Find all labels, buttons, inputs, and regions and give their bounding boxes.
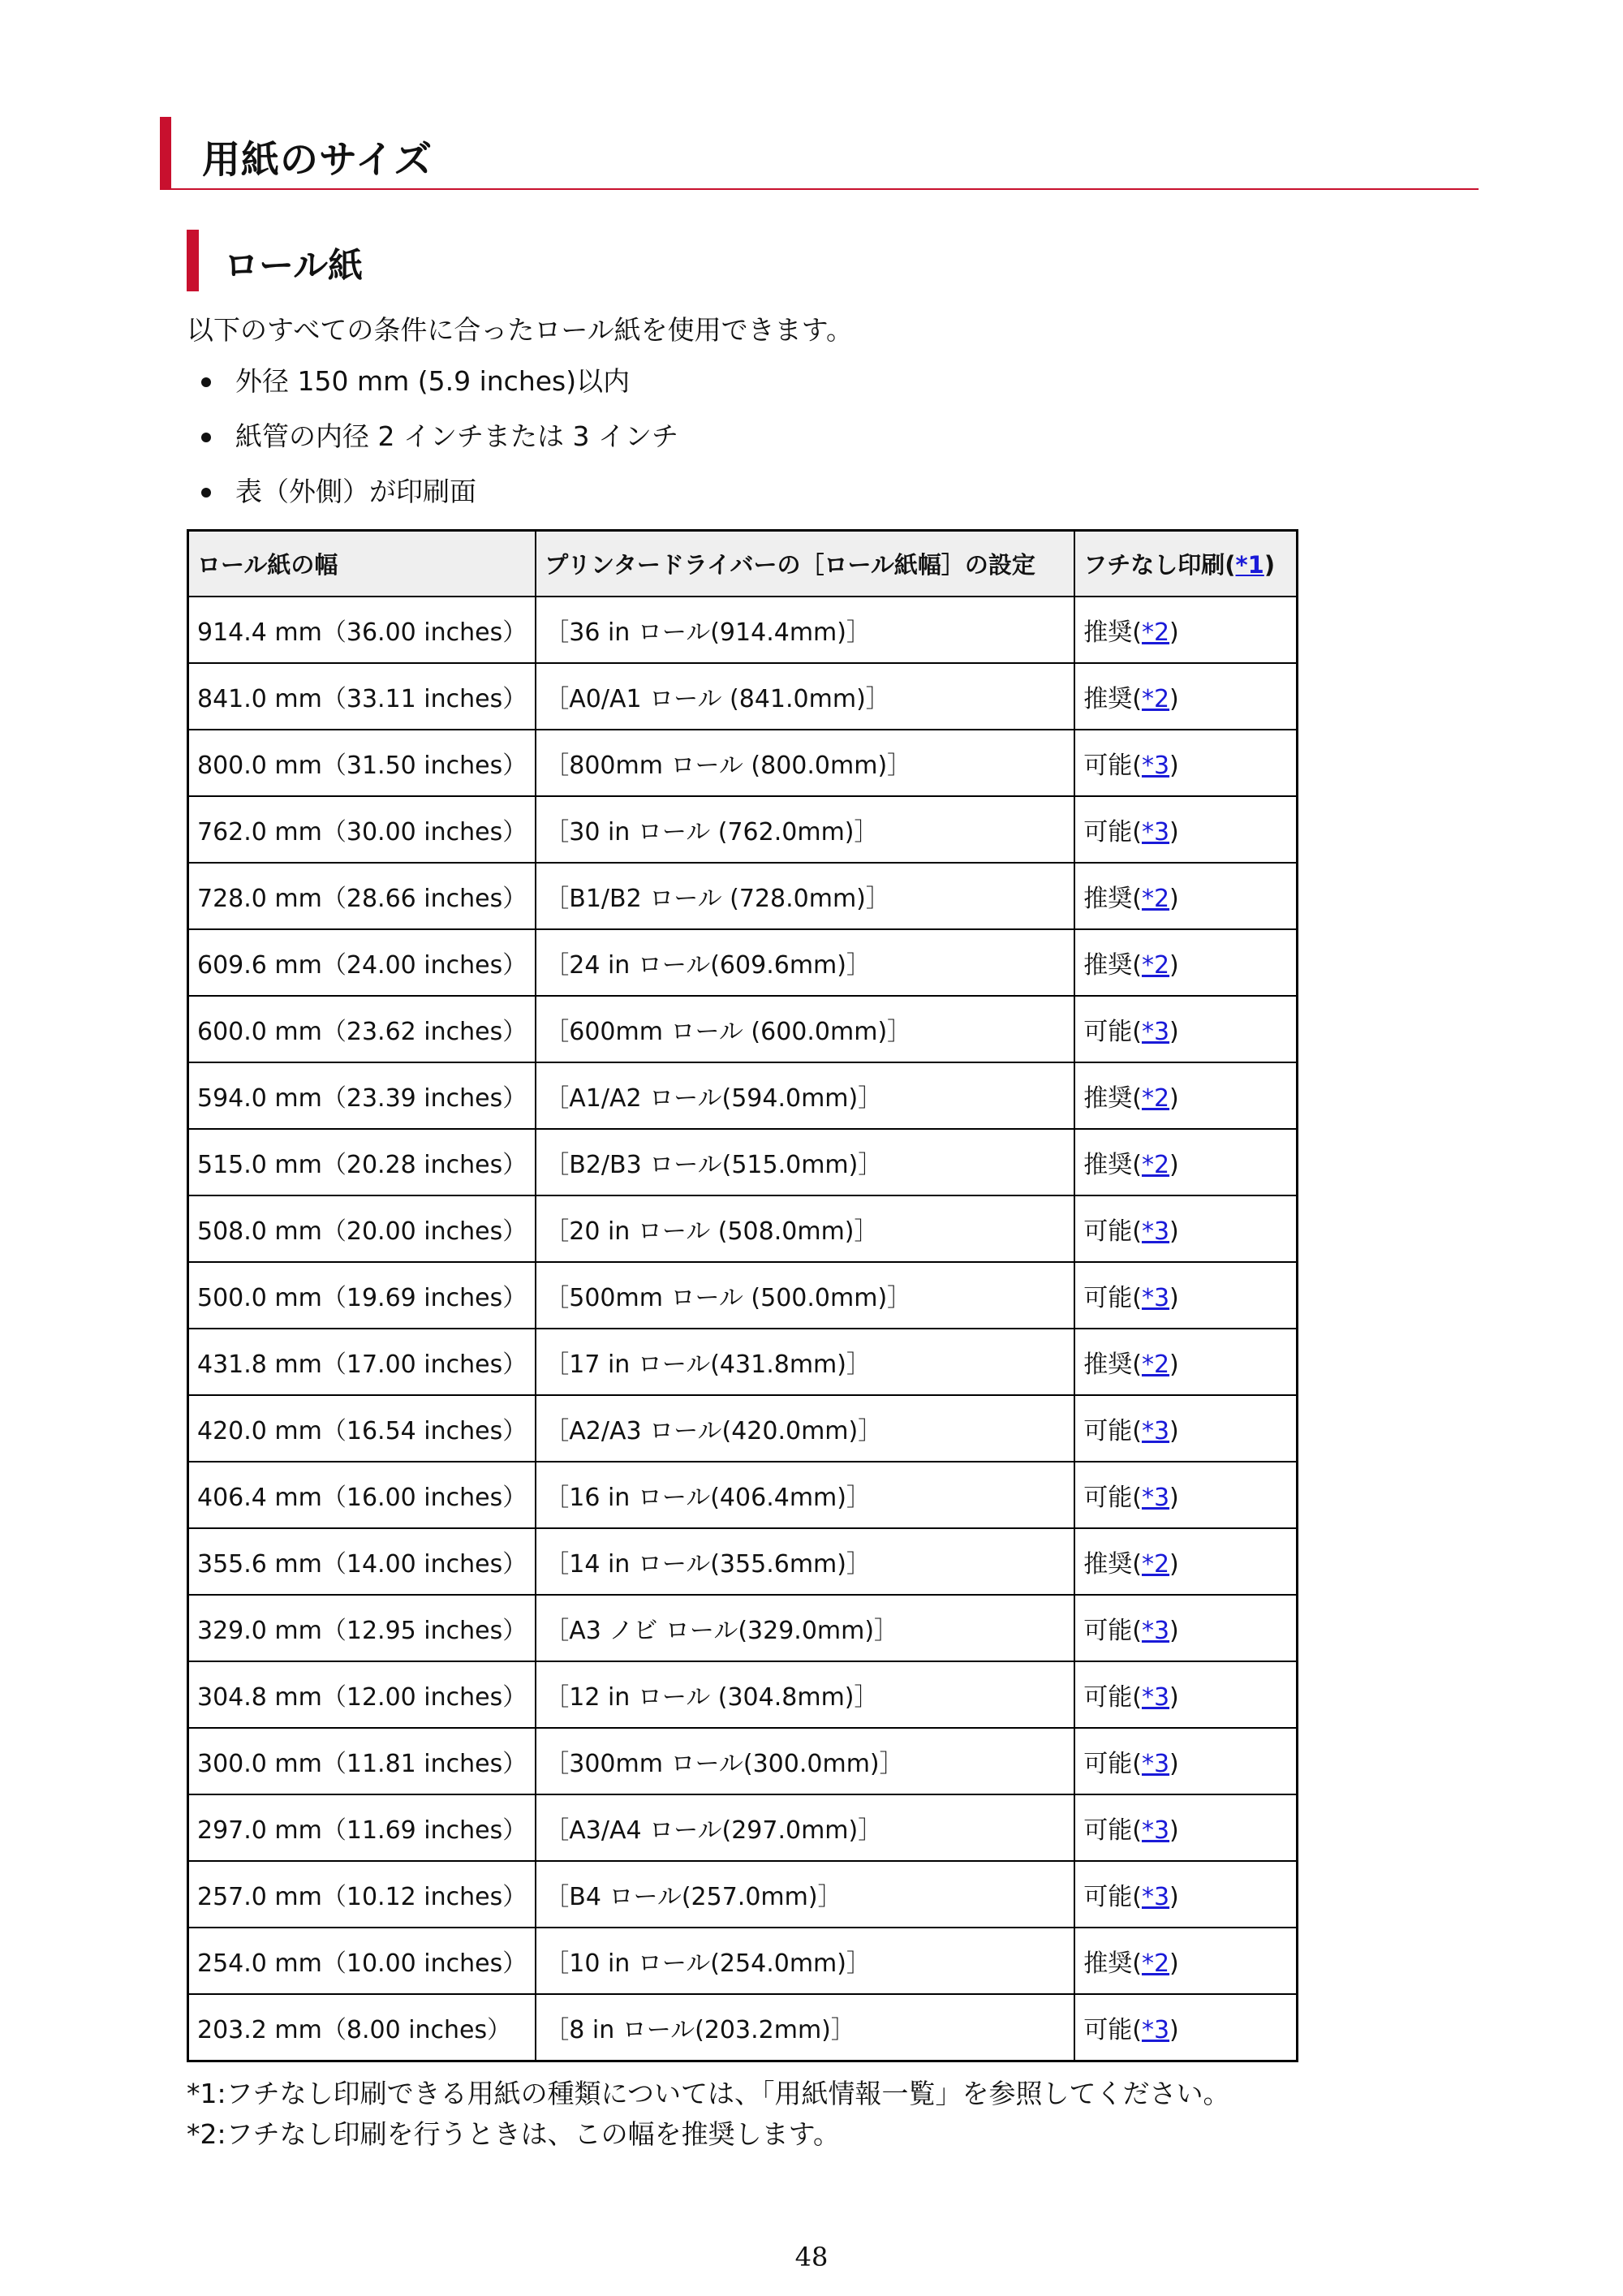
cell-setting: ［500mm ロール (500.0mm)］ bbox=[536, 1262, 1074, 1329]
table-row bbox=[188, 1195, 1298, 1262]
table-row bbox=[188, 1728, 1298, 1794]
bullet-icon bbox=[201, 433, 211, 442]
footnote-link[interactable]: *3 bbox=[1141, 1018, 1170, 1046]
table-header-row bbox=[188, 531, 1298, 597]
footnote-link[interactable]: *2 bbox=[1141, 1350, 1170, 1379]
cell-width: 800.0 mm（31.50 inches） bbox=[188, 730, 536, 796]
cell-setting: ［A3 ノビ ロール(329.0mm)］ bbox=[536, 1595, 1074, 1661]
section-accent-bar bbox=[187, 230, 199, 291]
cell-borderless bbox=[1074, 1661, 1297, 1728]
cell-borderless bbox=[1074, 730, 1297, 796]
cell-width: 329.0 mm（12.95 inches） bbox=[188, 1595, 536, 1661]
cell-borderless bbox=[1074, 1595, 1297, 1661]
header-borderless: フチなし印刷(*1) bbox=[1074, 531, 1297, 597]
cell-borderless bbox=[1074, 1329, 1297, 1395]
footnote-link[interactable]: *2 bbox=[1141, 685, 1170, 713]
cell-width: 841.0 mm（33.11 inches） bbox=[188, 663, 536, 730]
status-text: 推奨( bbox=[1083, 1949, 1142, 1978]
status-text: 可能( bbox=[1083, 1617, 1142, 1645]
conditions-list bbox=[201, 365, 678, 531]
condition-text: 紙管の内径 2 インチまたは 3 インチ bbox=[235, 420, 678, 452]
page-title-text: 用紙のサイズ bbox=[202, 138, 433, 183]
table-row bbox=[188, 1329, 1298, 1395]
header-setting: プリンタードライバーの［ロール紙幅］の設定 bbox=[536, 531, 1074, 597]
close-paren: ) bbox=[1169, 1018, 1179, 1046]
cell-width: 257.0 mm（10.12 inches） bbox=[188, 1861, 536, 1928]
close-paren: ) bbox=[1169, 752, 1179, 780]
cell-setting: ［B4 ロール(257.0mm)］ bbox=[536, 1861, 1074, 1928]
cell-width: 728.0 mm（28.66 inches） bbox=[188, 863, 536, 929]
cell-borderless bbox=[1074, 1994, 1297, 2061]
title-accent-bar bbox=[160, 117, 171, 190]
cell-width: 914.4 mm（36.00 inches） bbox=[188, 597, 536, 663]
table-row bbox=[188, 1994, 1298, 2061]
condition-text: 外径 150 mm (5.9 inches)以内 bbox=[235, 365, 631, 397]
cell-width: 508.0 mm（20.00 inches） bbox=[188, 1195, 536, 1262]
footnote-2: *2:フチなし印刷を行うときは、この幅を推奨します。 bbox=[187, 2118, 840, 2150]
cell-width: 300.0 mm（11.81 inches） bbox=[188, 1728, 536, 1794]
cell-borderless bbox=[1074, 1528, 1297, 1595]
cell-borderless bbox=[1074, 1195, 1297, 1262]
status-text: 可能( bbox=[1083, 1018, 1142, 1046]
cell-setting: ［14 in ロール(355.6mm)］ bbox=[536, 1528, 1074, 1595]
cell-borderless bbox=[1074, 1928, 1297, 1994]
cell-borderless bbox=[1074, 863, 1297, 929]
footnote-link[interactable]: *3 bbox=[1141, 1484, 1170, 1512]
close-paren: ) bbox=[1169, 1949, 1179, 1978]
cell-borderless bbox=[1074, 663, 1297, 730]
cell-borderless bbox=[1074, 597, 1297, 663]
cell-setting: ［A2/A3 ロール(420.0mm)］ bbox=[536, 1395, 1074, 1462]
cell-width: 431.8 mm（17.00 inches） bbox=[188, 1329, 536, 1395]
page-title bbox=[160, 114, 1479, 190]
cell-setting: ［B2/B3 ロール(515.0mm)］ bbox=[536, 1129, 1074, 1195]
condition-item bbox=[201, 476, 678, 531]
header-width: ロール紙の幅 bbox=[188, 531, 536, 597]
footnote-link[interactable]: *2 bbox=[1141, 885, 1170, 913]
table-row bbox=[188, 1462, 1298, 1528]
cell-borderless bbox=[1074, 1262, 1297, 1329]
cell-setting: ［12 in ロール (304.8mm)］ bbox=[536, 1661, 1074, 1728]
close-paren: ) bbox=[1169, 1617, 1179, 1645]
status-text: 可能( bbox=[1083, 2016, 1142, 2044]
close-paren: ) bbox=[1169, 951, 1179, 980]
status-text: 推奨( bbox=[1083, 951, 1142, 980]
close-paren: ) bbox=[1169, 1883, 1179, 1911]
status-text: 推奨( bbox=[1083, 1550, 1142, 1579]
footnote-link[interactable]: *3 bbox=[1141, 1883, 1170, 1911]
close-paren: ) bbox=[1169, 1816, 1179, 1845]
table-row bbox=[188, 730, 1298, 796]
cell-borderless bbox=[1074, 1062, 1297, 1129]
status-text: 可能( bbox=[1083, 1417, 1142, 1445]
table-row bbox=[188, 1794, 1298, 1861]
cell-borderless bbox=[1074, 929, 1297, 996]
cell-setting: ［A3/A4 ロール(297.0mm)］ bbox=[536, 1794, 1074, 1861]
table-row bbox=[188, 1928, 1298, 1994]
footnote-link[interactable]: *3 bbox=[1141, 1683, 1170, 1712]
condition-item bbox=[201, 420, 678, 476]
table-row bbox=[188, 663, 1298, 730]
table-row bbox=[188, 1262, 1298, 1329]
close-paren: ) bbox=[1169, 1484, 1179, 1512]
footnote-link[interactable]: *3 bbox=[1141, 1284, 1170, 1312]
footnote-1: *1:フチなし印刷できる用紙の種類については、「用紙情報一覧」を参照してください。 bbox=[187, 2078, 1230, 2109]
close-paren: ) bbox=[1169, 1284, 1179, 1312]
cell-setting: ［10 in ロール(254.0mm)］ bbox=[536, 1928, 1074, 1994]
footnote-link[interactable]: *2 bbox=[1141, 1084, 1170, 1113]
cell-width: 609.6 mm（24.00 inches） bbox=[188, 929, 536, 996]
footnote-link[interactable]: *3 bbox=[1141, 1750, 1170, 1778]
cell-borderless bbox=[1074, 1794, 1297, 1861]
cell-setting: ［8 in ロール(203.2mm)］ bbox=[536, 1994, 1074, 2061]
cell-setting: ［20 in ロール (508.0mm)］ bbox=[536, 1195, 1074, 1262]
status-text: 可能( bbox=[1083, 818, 1142, 846]
cell-width: 254.0 mm（10.00 inches） bbox=[188, 1928, 536, 1994]
status-text: 可能( bbox=[1083, 1484, 1142, 1512]
table-body bbox=[188, 597, 1298, 2061]
close-paren: ) bbox=[1169, 1350, 1179, 1379]
intro-text: 以下のすべての条件に合ったロール紙を使用できます。 bbox=[187, 314, 854, 346]
cell-setting: ［36 in ロール(914.4mm)］ bbox=[536, 597, 1074, 663]
cell-width: 600.0 mm（23.62 inches） bbox=[188, 996, 536, 1062]
close-paren: ) bbox=[1169, 2016, 1179, 2044]
cell-width: 297.0 mm（11.69 inches） bbox=[188, 1794, 536, 1861]
close-paren: ) bbox=[1169, 1550, 1179, 1579]
close-paren: ) bbox=[1169, 1750, 1179, 1778]
cell-setting: ［16 in ロール(406.4mm)］ bbox=[536, 1462, 1074, 1528]
close-paren: ) bbox=[1169, 618, 1179, 647]
table-row bbox=[188, 1595, 1298, 1661]
status-text: 可能( bbox=[1083, 1883, 1142, 1911]
footnote-link[interactable]: *2 bbox=[1141, 1949, 1170, 1978]
bullet-icon bbox=[201, 377, 211, 387]
footnote-link[interactable]: *2 bbox=[1141, 1550, 1170, 1579]
roll-size-table bbox=[187, 529, 1298, 2062]
footnote-link-1[interactable]: *1 bbox=[1235, 551, 1264, 579]
close-paren: ) bbox=[1169, 685, 1179, 713]
status-text: 可能( bbox=[1083, 1750, 1142, 1778]
cell-width: 594.0 mm（23.39 inches） bbox=[188, 1062, 536, 1129]
condition-text: 表（外側）が印刷面 bbox=[235, 476, 476, 507]
footnote-link[interactable]: *2 bbox=[1141, 951, 1170, 980]
footnote-link[interactable]: *3 bbox=[1141, 1217, 1170, 1246]
footnote-link[interactable]: *2 bbox=[1141, 1151, 1170, 1179]
footnote-link[interactable]: *3 bbox=[1141, 2016, 1170, 2044]
footnote-link[interactable]: *3 bbox=[1141, 1816, 1170, 1845]
cell-width: 500.0 mm（19.69 inches） bbox=[188, 1262, 536, 1329]
status-text: 可能( bbox=[1083, 752, 1142, 780]
table-row bbox=[188, 796, 1298, 863]
status-text: 推奨( bbox=[1083, 685, 1142, 713]
condition-item bbox=[201, 365, 678, 420]
cell-borderless bbox=[1074, 1129, 1297, 1195]
close-paren: ) bbox=[1169, 885, 1179, 913]
cell-setting: ［24 in ロール(609.6mm)］ bbox=[536, 929, 1074, 996]
cell-setting: ［B1/B2 ロール (728.0mm)］ bbox=[536, 863, 1074, 929]
status-text: 可能( bbox=[1083, 1816, 1142, 1845]
status-text: 推奨( bbox=[1083, 1350, 1142, 1379]
cell-borderless bbox=[1074, 1728, 1297, 1794]
cell-borderless bbox=[1074, 1395, 1297, 1462]
cell-borderless bbox=[1074, 1861, 1297, 1928]
section-title-text: ロール紙 bbox=[224, 246, 364, 286]
cell-width: 515.0 mm（20.28 inches） bbox=[188, 1129, 536, 1195]
cell-setting: ［300mm ロール(300.0mm)］ bbox=[536, 1728, 1074, 1794]
cell-setting: ［600mm ロール (600.0mm)］ bbox=[536, 996, 1074, 1062]
footnote-link[interactable]: *2 bbox=[1141, 618, 1170, 647]
footnote-link[interactable]: *3 bbox=[1141, 1417, 1170, 1445]
cell-width: 304.8 mm（12.00 inches） bbox=[188, 1661, 536, 1728]
cell-width: 420.0 mm（16.54 inches） bbox=[188, 1395, 536, 1462]
status-text: 可能( bbox=[1083, 1217, 1142, 1246]
table-row bbox=[188, 929, 1298, 996]
cell-width: 355.6 mm（14.00 inches） bbox=[188, 1528, 536, 1595]
close-paren: ) bbox=[1169, 818, 1179, 846]
footnote-link[interactable]: *3 bbox=[1141, 818, 1170, 846]
status-text: 推奨( bbox=[1083, 1151, 1142, 1179]
cell-setting: ［A0/A1 ロール (841.0mm)］ bbox=[536, 663, 1074, 730]
footnote-link[interactable]: *3 bbox=[1141, 1617, 1170, 1645]
cell-setting: ［A1/A2 ロール(594.0mm)］ bbox=[536, 1062, 1074, 1129]
cell-setting: ［17 in ロール(431.8mm)］ bbox=[536, 1329, 1074, 1395]
table-row bbox=[188, 1062, 1298, 1129]
table-row bbox=[188, 996, 1298, 1062]
table-row bbox=[188, 1395, 1298, 1462]
close-paren: ) bbox=[1169, 1217, 1179, 1246]
bullet-icon bbox=[201, 488, 211, 498]
cell-borderless bbox=[1074, 796, 1297, 863]
table-row bbox=[188, 1129, 1298, 1195]
footnotes bbox=[187, 2074, 1229, 2155]
table-row bbox=[188, 597, 1298, 663]
status-text: 推奨( bbox=[1083, 885, 1142, 913]
page-number: 48 bbox=[794, 2242, 829, 2272]
cell-width: 762.0 mm（30.00 inches） bbox=[188, 796, 536, 863]
cell-setting: ［800mm ロール (800.0mm)］ bbox=[536, 730, 1074, 796]
table-row bbox=[188, 1528, 1298, 1595]
close-paren: ) bbox=[1169, 1683, 1179, 1712]
table-row bbox=[188, 863, 1298, 929]
close-paren: ) bbox=[1169, 1151, 1179, 1179]
cell-width: 203.2 mm（8.00 inches） bbox=[188, 1994, 536, 2061]
status-text: 推奨( bbox=[1083, 618, 1142, 647]
status-text: 推奨( bbox=[1083, 1084, 1142, 1113]
status-text: 可能( bbox=[1083, 1683, 1142, 1712]
cell-borderless bbox=[1074, 1462, 1297, 1528]
cell-setting: ［30 in ロール (762.0mm)］ bbox=[536, 796, 1074, 863]
table-row bbox=[188, 1661, 1298, 1728]
table-row bbox=[188, 1861, 1298, 1928]
cell-width: 406.4 mm（16.00 inches） bbox=[188, 1462, 536, 1528]
footnote-link[interactable]: *3 bbox=[1141, 752, 1170, 780]
close-paren: ) bbox=[1169, 1417, 1179, 1445]
status-text: 可能( bbox=[1083, 1284, 1142, 1312]
cell-borderless bbox=[1074, 996, 1297, 1062]
close-paren: ) bbox=[1169, 1084, 1179, 1113]
